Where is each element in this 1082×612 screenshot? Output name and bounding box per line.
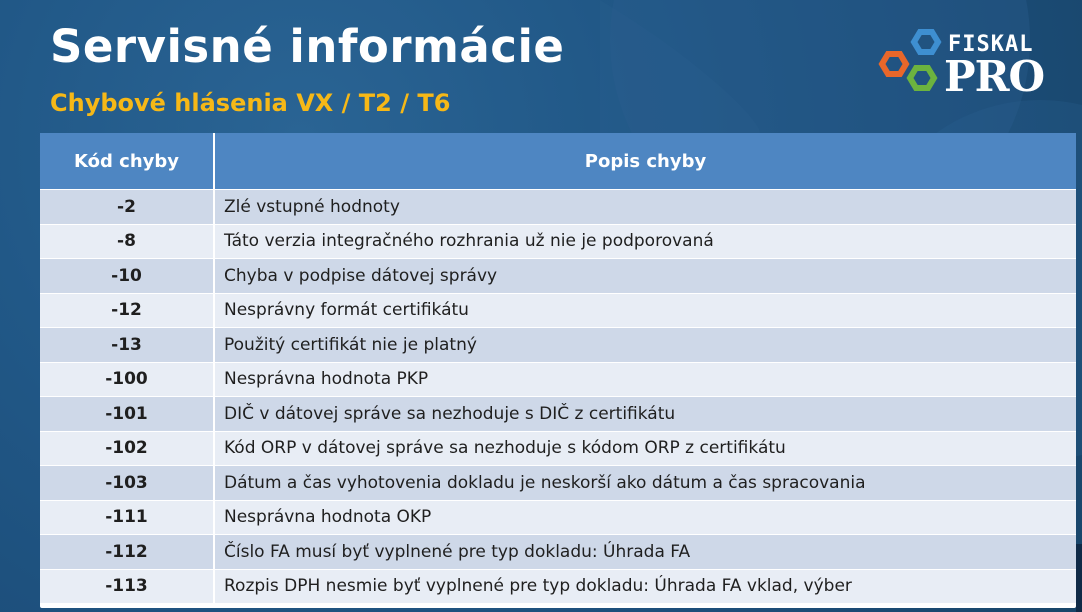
error-description-cell: Použitý certifikát nie je platný bbox=[214, 328, 1076, 363]
column-header-code: Kód chyby bbox=[40, 133, 214, 190]
error-description-cell: Nesprávna hodnota OKP bbox=[214, 500, 1076, 535]
error-code-cell: -112 bbox=[40, 535, 214, 570]
table-row bbox=[40, 293, 1076, 328]
error-code-cell: -12 bbox=[40, 293, 214, 328]
logo-text-fiskal: FISKAL bbox=[948, 32, 1034, 57]
table-header-row bbox=[40, 133, 1076, 190]
error-code-cell: -10 bbox=[40, 259, 214, 294]
logo-hexagon-green bbox=[910, 68, 934, 88]
logo-hexagon-blue bbox=[914, 32, 938, 52]
table-row bbox=[40, 500, 1076, 535]
error-description-cell: Táto verzia integračného rozhrania už nie je podporovaná bbox=[214, 224, 1076, 259]
table-row bbox=[40, 224, 1076, 259]
error-codes-table bbox=[40, 133, 1076, 608]
error-code-cell: -101 bbox=[40, 397, 214, 432]
error-code-cell: -8 bbox=[40, 224, 214, 259]
logo-hexagon-orange bbox=[882, 54, 906, 74]
error-description-cell: Zlé vstupné hodnoty bbox=[214, 190, 1076, 225]
error-description-cell: Nesprávna hodnota PKP bbox=[214, 362, 1076, 397]
table-row bbox=[40, 569, 1076, 603]
page-subtitle: Chybové hlásenia VX / T2 / T6 bbox=[50, 89, 451, 117]
error-code-cell: -103 bbox=[40, 466, 214, 501]
table-row bbox=[40, 397, 1076, 432]
error-code-cell: -2 bbox=[40, 190, 214, 225]
error-code-cell: -100 bbox=[40, 362, 214, 397]
logo-text-pro: PRO bbox=[944, 52, 1045, 101]
error-code-cell: -111 bbox=[40, 500, 214, 535]
error-description-cell: Nesprávny formát certifikátu bbox=[214, 293, 1076, 328]
edge-strip bbox=[1076, 544, 1082, 612]
column-header-description: Popis chyby bbox=[214, 133, 1076, 190]
page-title: Servisné informácie bbox=[50, 20, 565, 73]
error-code-cell: -102 bbox=[40, 431, 214, 466]
error-description-cell: Rozpis DPH nesmie byť vyplnené pre typ dokladu: Úhrada FA vklad, výber bbox=[214, 569, 1076, 603]
table-row bbox=[40, 362, 1076, 397]
error-description-cell: Dátum a čas vyhotovenia dokladu je neskorší ako dátum a čas spracovania bbox=[214, 466, 1076, 501]
table-row bbox=[40, 328, 1076, 363]
error-code-cell: -113 bbox=[40, 569, 214, 603]
table-row bbox=[40, 259, 1076, 294]
table-row bbox=[40, 190, 1076, 225]
error-code-cell: -13 bbox=[40, 328, 214, 363]
table-row bbox=[40, 431, 1076, 466]
error-description-cell: Číslo FA musí byť vyplnené pre typ dokladu: Úhrada FA bbox=[214, 535, 1076, 570]
error-description-cell: Kód ORP v dátovej správe sa nezhoduje s kódom ORP z certifikátu bbox=[214, 431, 1076, 466]
table-row bbox=[40, 535, 1076, 570]
error-description-cell: Chyba v podpise dátovej správy bbox=[214, 259, 1076, 294]
table-row bbox=[40, 466, 1076, 501]
error-description-cell: DIČ v dátovej správe sa nezhoduje s DIČ z certifikátu bbox=[214, 397, 1076, 432]
